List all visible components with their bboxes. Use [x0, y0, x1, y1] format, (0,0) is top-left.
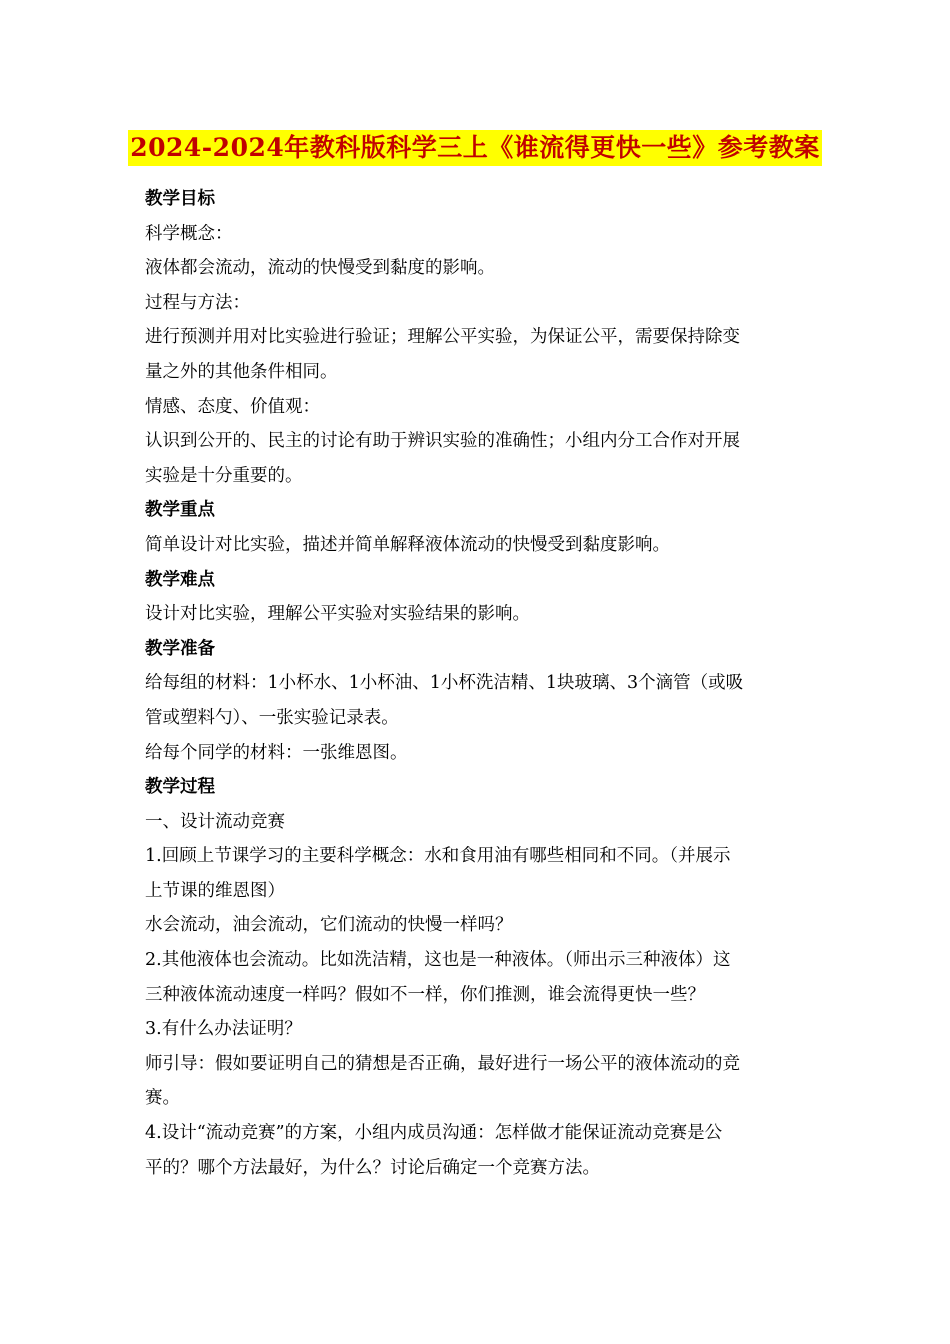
text-line: 情感、态度、价值观：	[145, 396, 320, 417]
paragraph-line: 三种液体流动速度一样吗？假如不一样，你们推测，谁会流得更快一些？	[145, 984, 705, 1005]
paragraph-line: 4.设计“流动竞赛”的方案，小组内成员沟通：怎样做才能保证流动竞赛是公	[145, 1123, 723, 1144]
text-line: 过程与方法：	[145, 292, 250, 313]
text-line: 液体都会流动，流动的快慢受到黏度的影响。	[145, 258, 495, 279]
paragraph-line: 认识到公开的、民主的讨论有助于辨识实验的准确性；小组内分工合作对开展	[145, 431, 740, 452]
document-body	[145, 182, 810, 1185]
paragraph-line: 量之外的其他条件相同。	[145, 361, 338, 382]
text-line: 给每个同学的材料：一张维恩图。	[145, 742, 408, 763]
text-line: 科学概念：	[145, 223, 233, 244]
section-heading: 教学过程	[145, 777, 215, 798]
section-heading: 教学重点	[145, 500, 215, 521]
text-line: 简单设计对比实验，描述并简单解释液体流动的快慢受到黏度影响。	[145, 534, 670, 555]
title-wrap	[0, 130, 950, 166]
text-line: 水会流动，油会流动，它们流动的快慢一样吗？	[145, 915, 513, 936]
text-line: 设计对比实验，理解公平实验对实验结果的影响。	[145, 604, 530, 625]
section-heading: 教学难点	[145, 569, 215, 590]
paragraph-line: 实验是十分重要的。	[145, 465, 303, 486]
paragraph-line: 师引导：假如要证明自己的猜想是否正确，最好进行一场公平的液体流动的竞	[145, 1053, 740, 1074]
document-title: 2024-2024年教科版科学三上《谁流得更快一些》参考教案	[128, 130, 822, 166]
paragraph-line: 进行预测并用对比实验进行验证；理解公平实验，为保证公平，需要保持除变	[145, 327, 740, 348]
paragraph-line: 给每组的材料：1小杯水、1小杯油、1小杯洗洁精、1块玻璃、3个滴管（或吸	[145, 673, 744, 694]
paragraph-line: 上节课的维恩图）	[145, 880, 285, 901]
paragraph-line: 2.其他液体也会流动。比如洗洁精，这也是一种液体。（师出示三种液体）这	[145, 950, 731, 971]
paragraph-line: 平的？哪个方法最好，为什么？讨论后确定一个竞赛方法。	[145, 1157, 600, 1178]
section-heading: 教学目标	[145, 189, 215, 209]
paragraph-line: 赛。	[145, 1088, 180, 1109]
text-line: 一、设计流动竞赛	[145, 811, 285, 832]
paragraph-line: 管或塑料勺）、一张实验记录表。	[145, 707, 399, 728]
text-line: 3.有什么办法证明？	[145, 1019, 302, 1040]
section-heading: 教学准备	[145, 638, 215, 659]
paragraph-line: 1.回顾上节课学习的主要科学概念：水和食用油有哪些相同和不同。（并展示	[145, 846, 731, 867]
